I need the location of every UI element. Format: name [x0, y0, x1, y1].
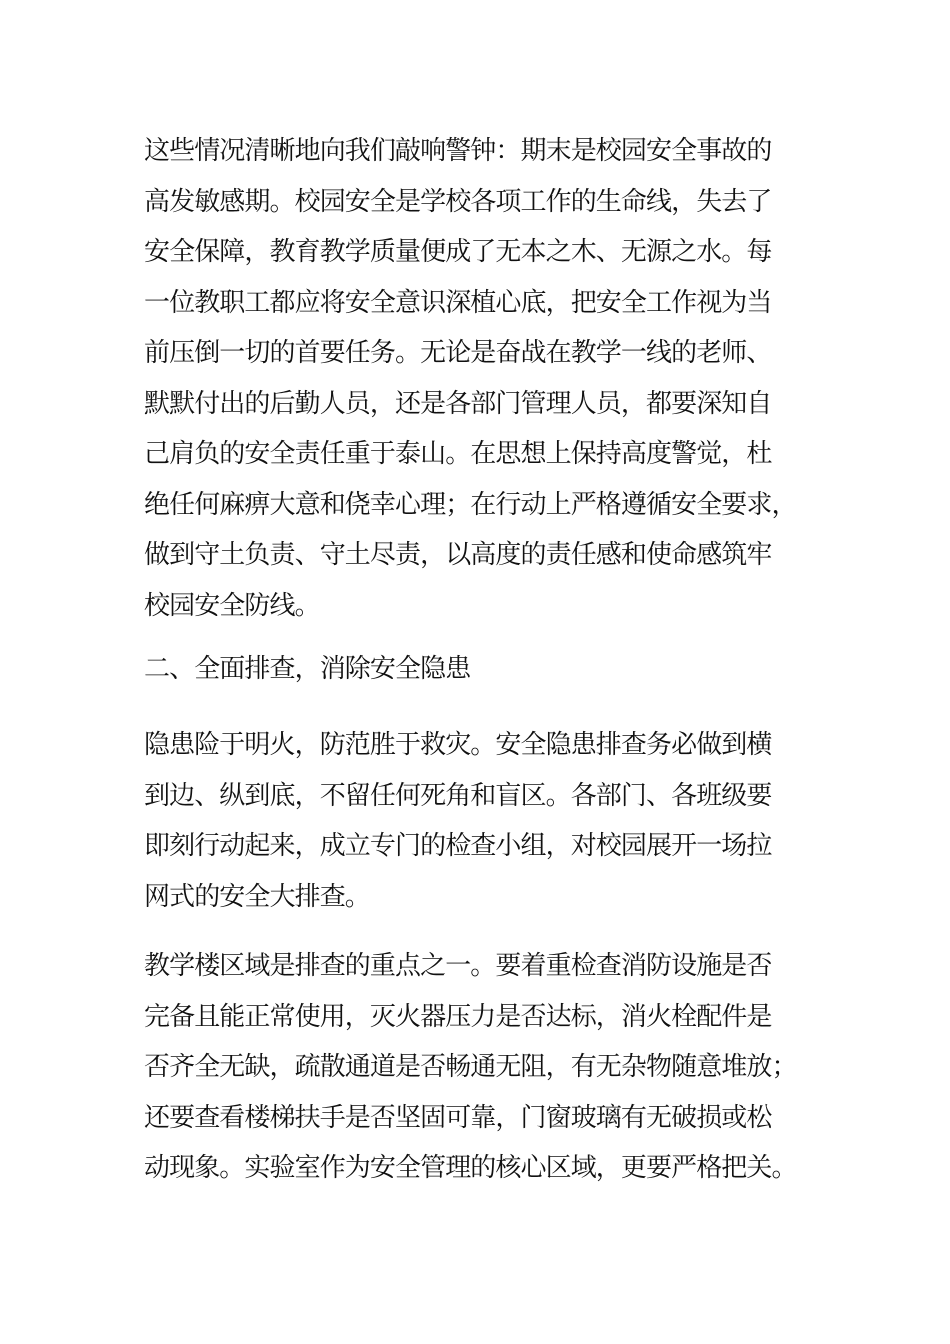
paragraph-hazard-inspection [144, 720, 814, 922]
paragraph-line: 校园安全防线。 [144, 590, 320, 621]
paragraph-school-safety [144, 126, 814, 631]
paragraph-teaching-building [144, 941, 814, 1194]
paragraph-line: 否齐全无缺，疏散通道是否畅通无阻，有无杂物随意堆放； [144, 1052, 797, 1082]
paragraph-line: 做到守土负责、守土尽责，以高度的责任感和使命感筑牢 [144, 540, 772, 570]
paragraph-line: 这些情况清晰地向我们敲响警钟：期末是校园安全事故的 [144, 136, 772, 166]
paragraph-line: 到边、纵到底，不留任何死角和盲区。各部门、各班级要 [144, 780, 772, 811]
paragraph-line: 隐患险于明火，防范胜于救灾。安全隐患排查务必做到横 [144, 730, 772, 760]
paragraph-line: 动现象。实验室作为安全管理的核心区域，更要严格把关。 [144, 1153, 797, 1183]
paragraph-line: 前压倒一切的首要任务。无论是奋战在教学一线的老师、 [144, 338, 772, 368]
paragraph-line: 即刻行动起来，成立专门的检查小组，对校园展开一场拉 [144, 831, 772, 861]
paragraph-line: 完备且能正常使用，灭火器压力是否达标，消火栓配件是 [144, 1001, 772, 1032]
paragraph-line: 默默付出的后勤人员，还是各部门管理人员，都要深知自 [144, 388, 772, 419]
section-heading [144, 644, 814, 695]
paragraph-line: 绝任何麻痹大意和侥幸心理；在行动上严格遵循安全要求， [144, 489, 797, 520]
paragraph-line: 教学楼区域是排查的重点之一。要着重检查消防设施是否 [144, 951, 772, 981]
paragraph-line: 一位教职工都应将安全意识深植心底，把安全工作视为当 [144, 287, 772, 318]
paragraph-line: 己肩负的安全责任重于泰山。在思想上保持高度警觉，杜 [144, 439, 772, 469]
paragraph-line: 网式的安全大排查。 [144, 881, 370, 912]
paragraph-line: 还要查看楼梯扶手是否坚固可靠，门窗玻璃有无破损或松 [144, 1102, 772, 1133]
section-heading-text: 二、全面排查，消除安全隐患 [144, 654, 471, 684]
paragraph-line: 安全保障，教育教学质量便成了无本之木、无源之水。每 [144, 237, 772, 267]
paragraph-line: 高发敏感期。校园安全是学校各项工作的生命线，失去了 [144, 186, 772, 217]
